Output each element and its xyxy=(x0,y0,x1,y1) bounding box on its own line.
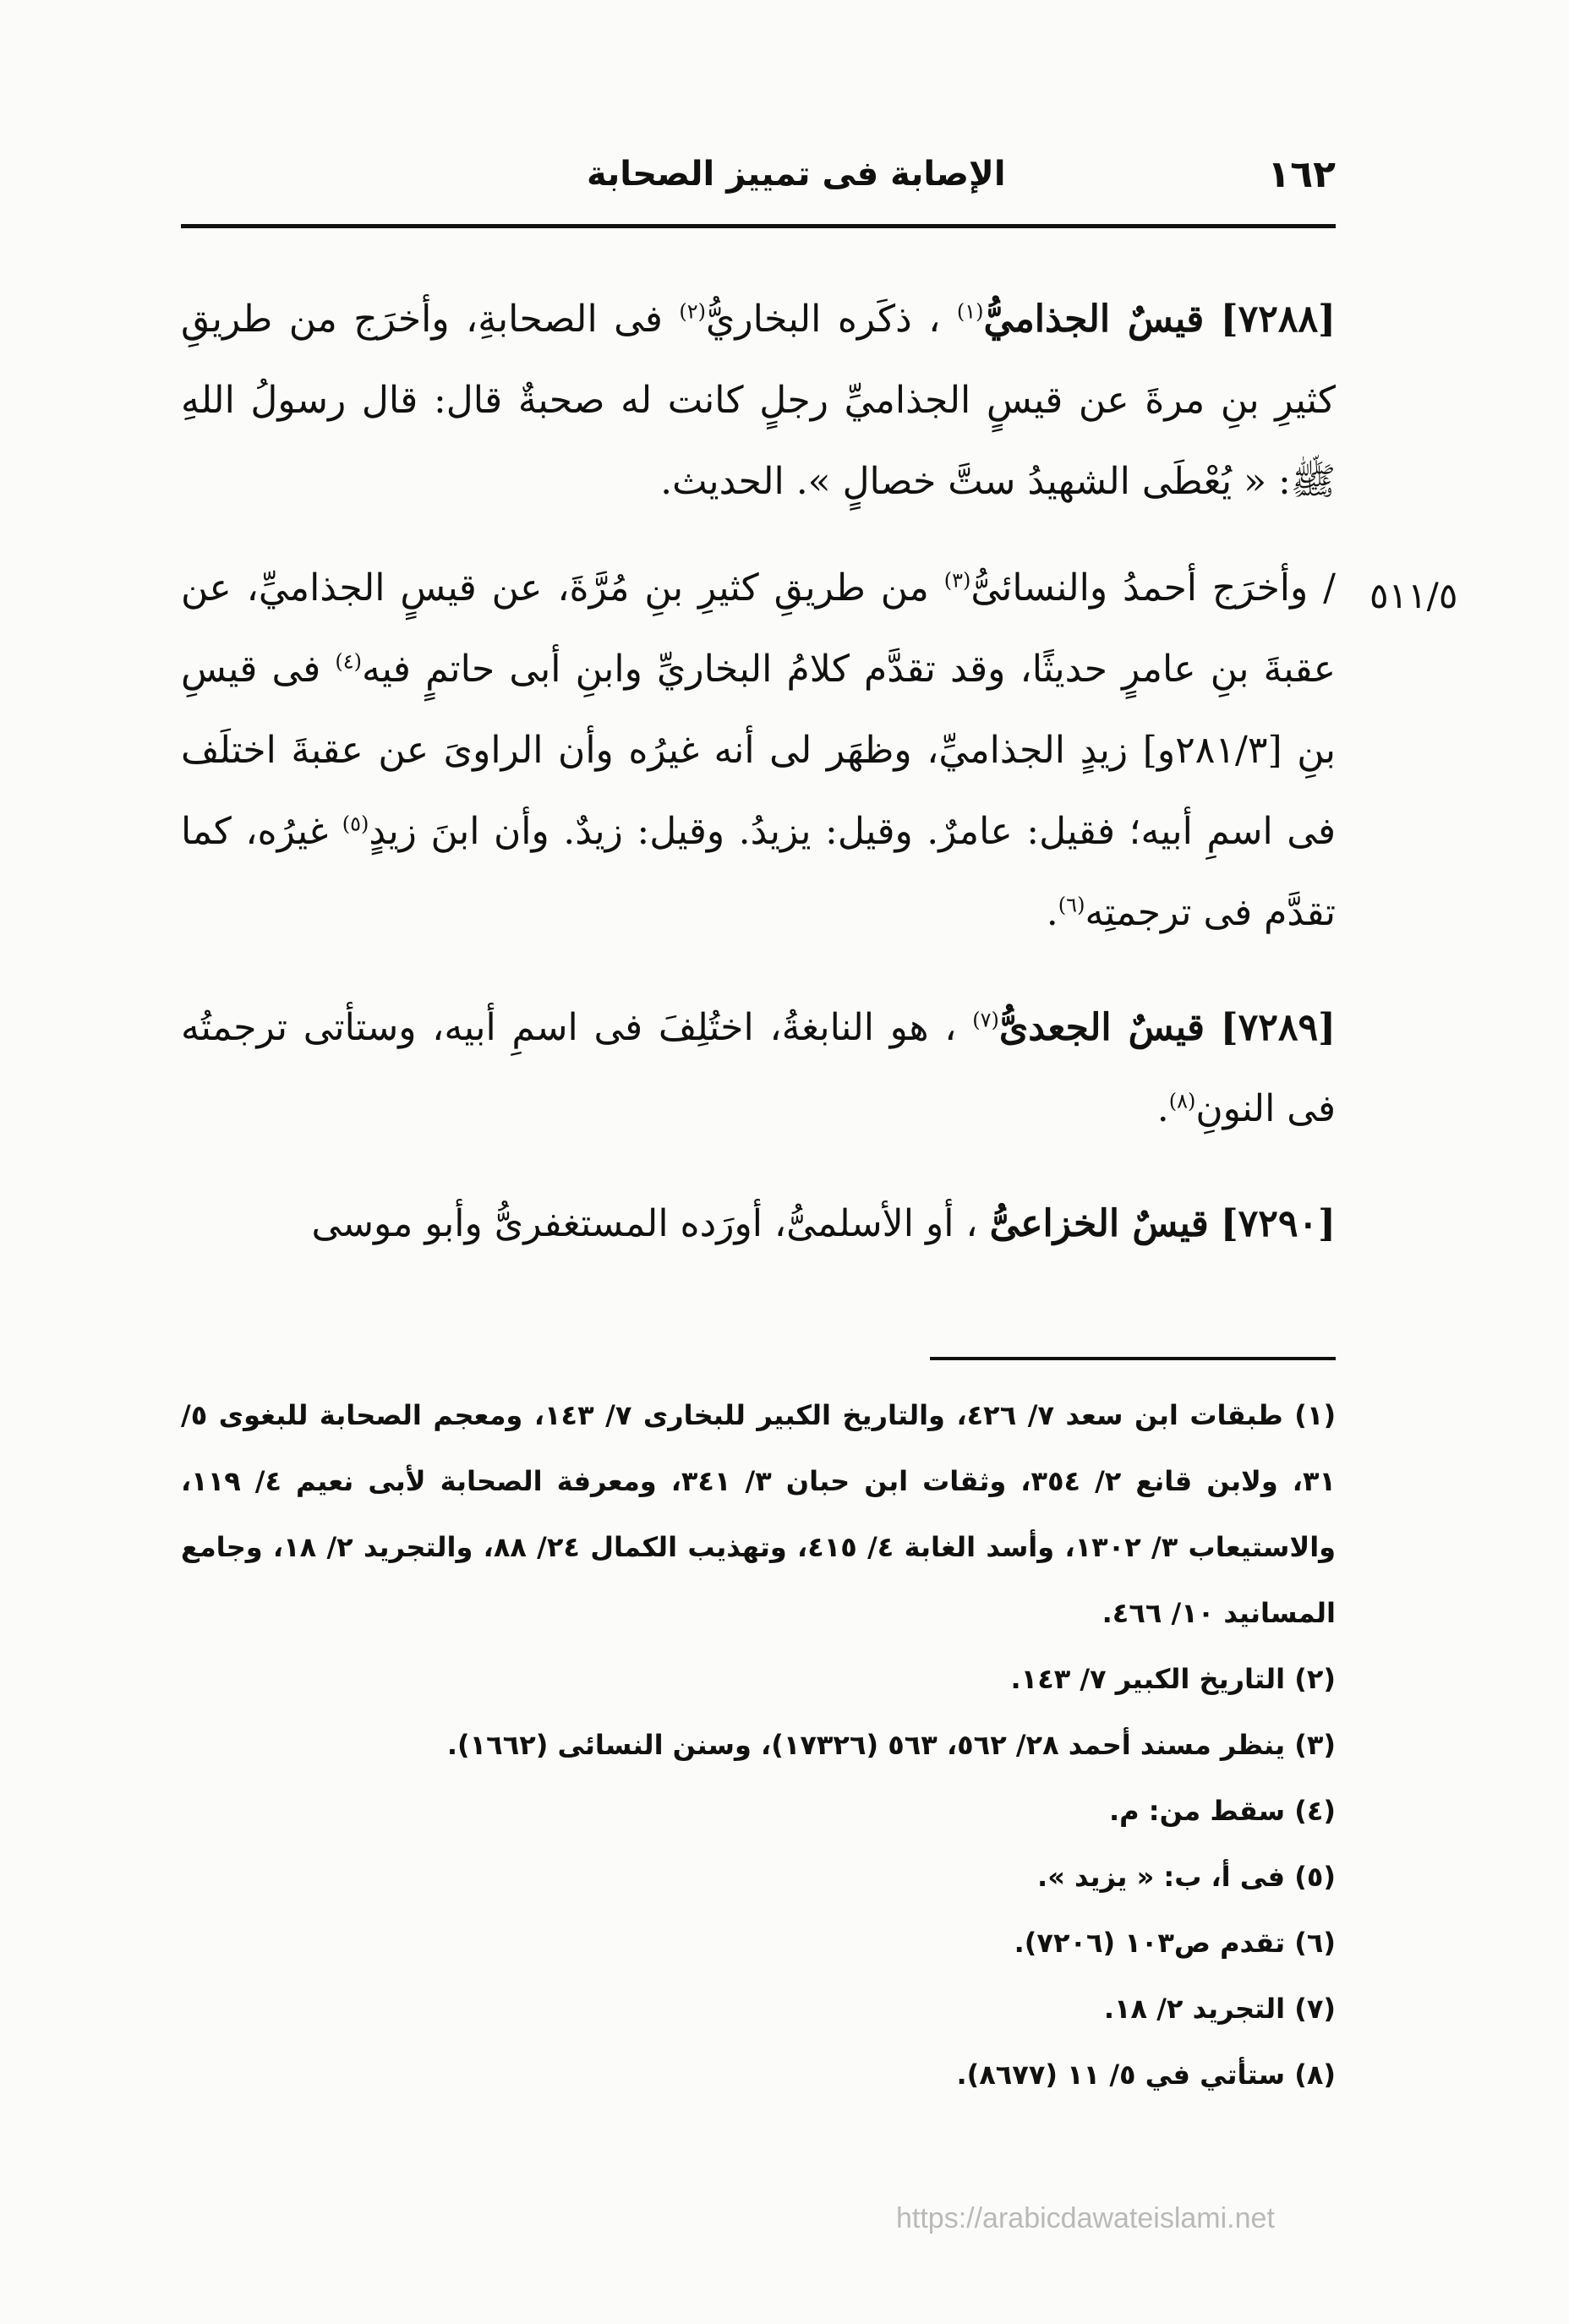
footnote: (٦) تقدم ص١٠٣ (٧٢٠٦). xyxy=(1014,1927,1336,1959)
footnote-ref: (١) xyxy=(956,299,984,324)
entry-text: من طريقِ كثيرِ بنِ مُرَّةَ، عن قيسٍ الجذاميِّ، عن عقبةَ بنِ عامرٍ حديثًا، وقد تقدَّم كلامُ البخاريِّ وابنِ أبى حاتمٍ فيه xyxy=(181,566,1336,691)
watermark-url: https://arabicdawateislami.net xyxy=(896,2202,1275,2234)
entry-text: . xyxy=(1156,1087,1169,1130)
entry-7289 xyxy=(181,987,1336,1150)
main-text xyxy=(181,279,1336,1299)
entry-name: قيسٌ الخزاعىُّ xyxy=(989,1202,1209,1245)
footnote: (٢) التاريخ الكبير ٧/ ١٤٣. xyxy=(1010,1663,1336,1695)
page-header xyxy=(181,148,1336,199)
margin-reference: ٥١١/٥ xyxy=(1369,575,1458,616)
footnote-ref: (٢) xyxy=(679,299,706,324)
footnote: (٥) فى أ، ب: « يزيد ». xyxy=(1037,1861,1336,1893)
entry-paragraph xyxy=(181,279,1336,522)
footnote: (٤) سقط من: م. xyxy=(1109,1795,1336,1827)
entry-text: غيرُه، كما تقدَّم فى ترجمتِه xyxy=(181,810,1336,934)
footnote-ref: (٥) xyxy=(342,812,369,836)
running-title: الإصابة فى تمييز الصحابة xyxy=(587,155,1006,194)
entry-text: ، ذكَره البخاريُّ xyxy=(705,298,941,341)
entry-text: . xyxy=(1046,891,1058,934)
footnotes xyxy=(181,1382,1336,2108)
entry-7290 xyxy=(181,1184,1336,1265)
entry-paragraph xyxy=(181,987,1336,1150)
footnote: (٣) ينظر مسند أحمد ٢٨/ ٥٦٢، ٥٦٣ (١٧٣٢٦)، وسنن النسائى (١٦٦٢). xyxy=(446,1729,1336,1761)
entry-text: فى الصحابةِ، وأخرَج من طريقِ كثيرِ بنِ مرةَ عن قيسٍ الجذاميِّ رجلٍ كانت له صحبةٌ قال: قال رسولُ اللهِ ﷺ: « يُعْطَى الشهيدُ ستَّ خصالٍ ». الحديث. xyxy=(181,298,1336,503)
footnote-ref: (٨) xyxy=(1168,1089,1196,1113)
footnote-ref: (٣) xyxy=(943,568,971,593)
entry-text: / وأخرَج أحمدُ والنسائىُّ xyxy=(970,566,1336,610)
entry-number: [٧٢٨٨] xyxy=(1220,298,1336,341)
entry-name: قيسٌ الجذاميُّ xyxy=(983,298,1205,341)
entry-number: [٧٢٨٩] xyxy=(1220,1006,1336,1049)
footnote: (١) طبقات ابن سعد ٧/ ٤٢٦، والتاريخ الكبير للبخارى ٧/ ١٤٣، ومعجم الصحابة للبغوى ٥/ ٣١، ولابن قانع ٢/ ٣٥٤، وثقات ابن حبان ٣/ ٣٤١، ومعرفة الصحابة لأبى نعيم ٤/ ١١٩، والاستيعاب ٣/ ١٣٠٢، وأسد الغابة ٤/ ٤١٥، وتهذيب الكمال ٢٤/ ٨٨، والتجريد ٢/ ١٨، وجامع المسانيد ١٠/ ٤٦٦. xyxy=(181,1399,1337,1629)
header-rule xyxy=(181,224,1336,228)
entry-paragraph xyxy=(181,548,1336,954)
entry-text: ، هو النابغةُ، اختُلِفَ فى اسمِ أبيه، وستأتى ترجمتُه فى النونِ xyxy=(181,1006,1336,1130)
footnote-ref: (٦) xyxy=(1058,893,1085,917)
entry-number: [٧٢٩٠] xyxy=(1220,1202,1336,1245)
entry-text: فى قيسِ بنِ [٢٨١/٣و] زيدٍ الجذاميِّ، وظهَر لى أنه غيرُه وأن الراوىَ عن عقبةَ اختلَف فى اسمِ أبيه؛ فقيل: عامرٌ. وقيل: يزيدُ. وقيل: زيدٌ. وأن ابنَ زيدٍ xyxy=(181,648,1336,853)
footnote-ref: (٧) xyxy=(972,1008,999,1032)
entry-name: قيسٌ الجعدىُّ xyxy=(998,1006,1205,1049)
page-number: ١٦٢ xyxy=(1267,153,1336,196)
entry-paragraph xyxy=(181,1184,1336,1265)
footnote: (٨) ستأتي في ٥/ ١١ (٨٦٧٧). xyxy=(956,2059,1336,2091)
footnote-ref: (٤) xyxy=(335,649,363,674)
entry-text: ، أو الأسلمىُّ، أورَده المستغفرىُّ وأبو موسى xyxy=(311,1202,978,1245)
footnote-rule xyxy=(930,1357,1336,1360)
entry-7288 xyxy=(181,279,1336,954)
footnote: (٧) التجريد ٢/ ١٨. xyxy=(1103,1993,1336,2025)
